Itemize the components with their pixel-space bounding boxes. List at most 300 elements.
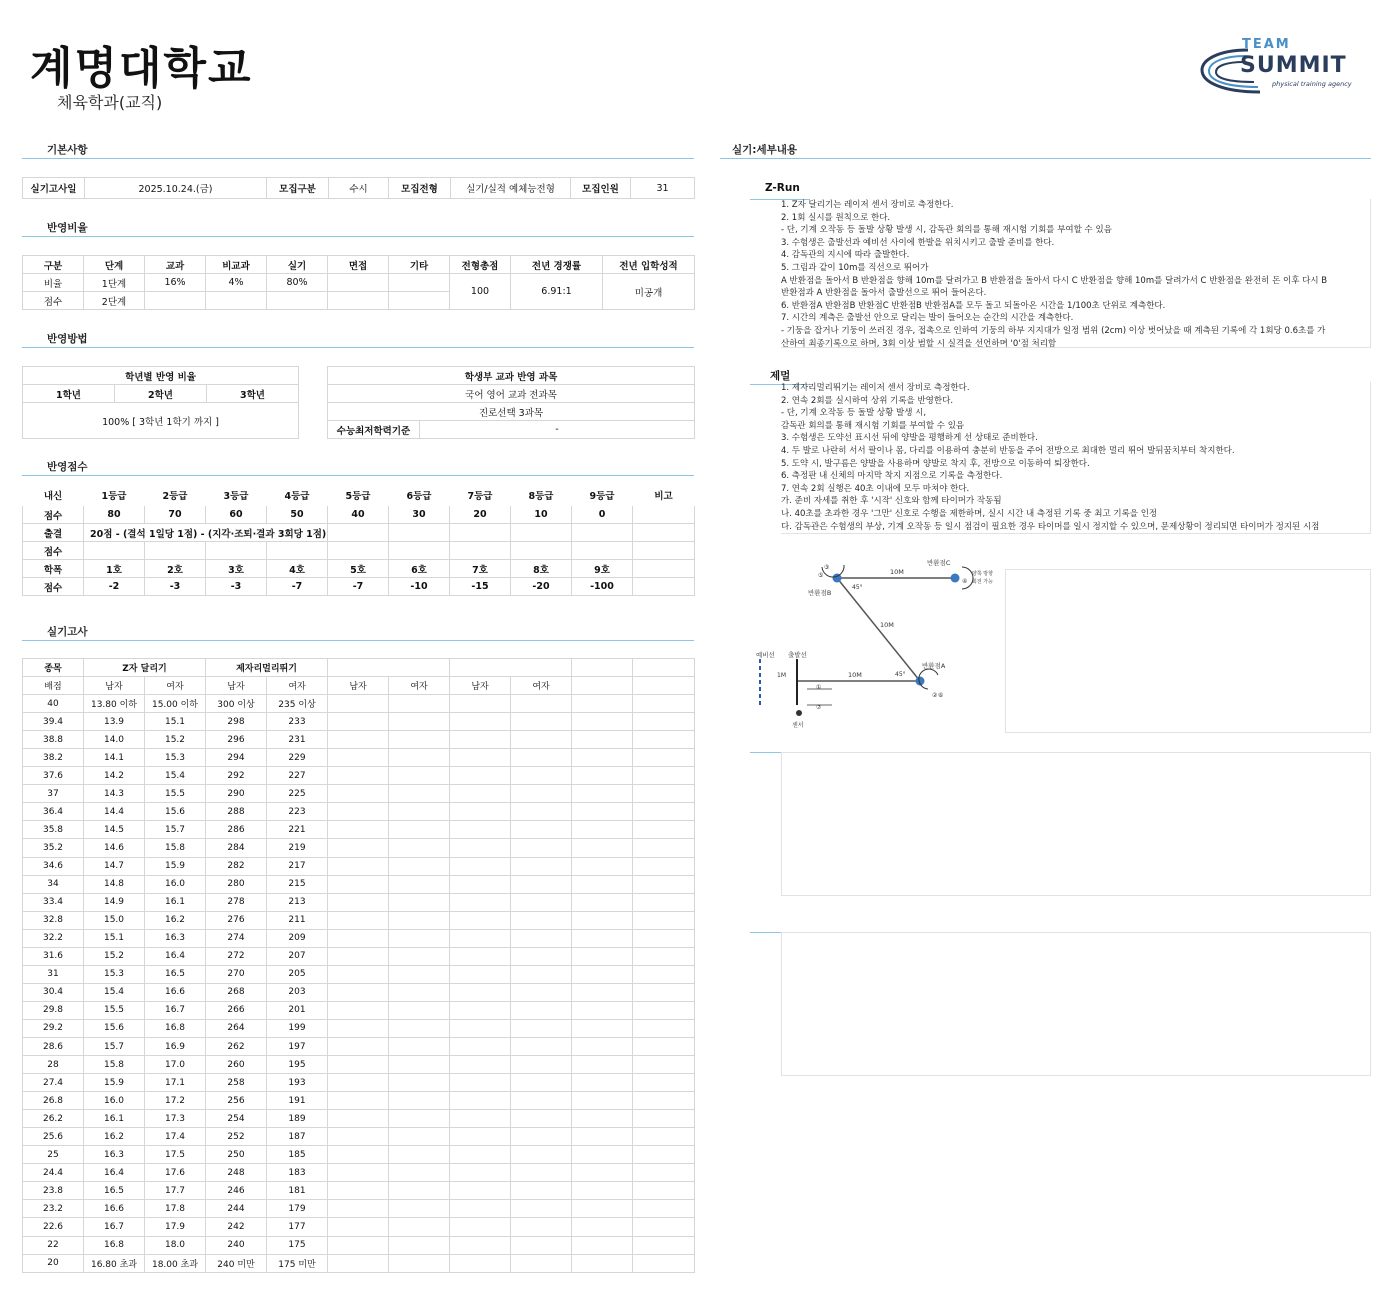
diagram-n4: ④ xyxy=(962,578,968,585)
exam-cell: 254 xyxy=(206,1110,267,1128)
exam-score-rows xyxy=(23,695,695,1273)
exam-cell: 13.9 xyxy=(84,713,145,731)
exam-cell: 16.8 xyxy=(84,1236,145,1254)
exam-cell: 199 xyxy=(267,1019,328,1037)
exam-cell: 34 xyxy=(23,875,84,893)
exam-row xyxy=(23,1074,695,1092)
section-ratio-rule xyxy=(22,236,694,237)
team-summit-logo xyxy=(1200,36,1382,98)
ratio-h8: 전년 경쟁률 xyxy=(511,256,603,274)
zrun-lines xyxy=(781,199,1370,350)
exam-cell: 22 xyxy=(23,1236,84,1254)
score-h6: 6등급 xyxy=(389,484,450,506)
exam-cell: 38.2 xyxy=(23,749,84,767)
exam-cell: 20 xyxy=(23,1254,84,1272)
violence-h2: 2호 xyxy=(145,560,206,578)
exam-cell: 25.6 xyxy=(23,1128,84,1146)
jump-line: 감독관 회의를 통해 재시험 기회를 부여할 수 있음 xyxy=(781,420,965,431)
exam-row xyxy=(23,1110,695,1128)
exam-cell: 235 이상 xyxy=(267,695,328,713)
exam-cell: 24.4 xyxy=(23,1164,84,1182)
violence-s1: -2 xyxy=(84,578,145,596)
exam-cell: 30.4 xyxy=(23,983,84,1001)
exam-row xyxy=(23,785,695,803)
exam-cell: 17.8 xyxy=(145,1200,206,1218)
exam-cell: 15.1 xyxy=(145,713,206,731)
diagram-n1: ① xyxy=(816,684,822,691)
ratio-r1-c1: 1단계 xyxy=(84,274,145,292)
exam-cell: 15.3 xyxy=(145,749,206,767)
exam-cell: 193 xyxy=(267,1074,328,1092)
exam-cell: 17.3 xyxy=(145,1110,206,1128)
jump-line: 가. 준비 자세를 취한 후 '시작' 신호와 함께 타이머가 작동됨 xyxy=(781,496,1002,507)
zrun-diagram xyxy=(752,555,1012,735)
exam-cell: 177 xyxy=(267,1218,328,1236)
exam-cell: 25 xyxy=(23,1146,84,1164)
subject-table xyxy=(327,366,695,439)
logo-line2: SUMMIT xyxy=(1240,53,1347,78)
ratio-r1-c0: 비율 xyxy=(23,274,84,292)
section-score-rule xyxy=(22,475,694,476)
exam-cell: 37 xyxy=(23,785,84,803)
exam-cell: 290 xyxy=(206,785,267,803)
zrun-line: 반환점과 A 반환점을 돌아서 출발선으로 뛰어 들어온다. xyxy=(781,288,987,299)
score-h2: 2등급 xyxy=(145,484,206,506)
exam-cell: 14.1 xyxy=(84,749,145,767)
ratio-r2-c3 xyxy=(206,292,267,310)
exam-cell: 16.7 xyxy=(84,1218,145,1236)
exam-cell: 300 이상 xyxy=(206,695,267,713)
exam-row xyxy=(23,1001,695,1019)
ratio-r2-c5 xyxy=(328,292,389,310)
exam-cell: 266 xyxy=(206,1001,267,1019)
jump-line: 1. 제자리멀리뛰기는 레이저 센서 장비로 측정한다. xyxy=(781,383,970,393)
ratio-h0: 구분 xyxy=(23,256,84,274)
exam-e4-female: 여자 xyxy=(511,677,572,695)
diagram-n6: ⑥ xyxy=(938,692,944,699)
exam-cell: 219 xyxy=(267,839,328,857)
section-detail-rule xyxy=(720,158,1371,159)
exam-cell: 15.5 xyxy=(145,785,206,803)
exam-row xyxy=(23,1056,695,1074)
exam-row xyxy=(23,965,695,983)
violence-s9: -100 xyxy=(572,578,633,596)
exam-cell: 203 xyxy=(267,983,328,1001)
exam-cell: 17.0 xyxy=(145,1056,206,1074)
exam-cell: 270 xyxy=(206,965,267,983)
exam-cell: 28 xyxy=(23,1056,84,1074)
ratio-competition: 6.91:1 xyxy=(511,274,603,310)
ratio-r2-c1: 2단계 xyxy=(84,292,145,310)
ratio-r1-c5 xyxy=(328,274,389,292)
exam-cell: 17.7 xyxy=(145,1182,206,1200)
jump-title: 제멀 xyxy=(770,370,791,382)
exam-e4-male: 남자 xyxy=(450,677,511,695)
logo-line1: TEAM xyxy=(1242,37,1291,52)
score-h9: 9등급 xyxy=(572,484,633,506)
exam-cell: 189 xyxy=(267,1110,328,1128)
label-recruit-type: 모집구분 xyxy=(267,178,329,199)
exam-cell: 23.2 xyxy=(23,1200,84,1218)
exam-cell: 36.4 xyxy=(23,803,84,821)
diagram-c-note2: 회전 가능 xyxy=(972,579,993,585)
exam-cell: 282 xyxy=(206,857,267,875)
exam-cell: 14.7 xyxy=(84,857,145,875)
ratio-h9: 전년 입학성적 xyxy=(603,256,695,274)
score-h3: 3등급 xyxy=(206,484,267,506)
score-p5: 40 xyxy=(328,506,389,524)
score-h7: 7등급 xyxy=(450,484,511,506)
exam-cell: 14.4 xyxy=(84,803,145,821)
exam-cell: 16.5 xyxy=(84,1182,145,1200)
diagram-side-box xyxy=(1005,569,1371,733)
exam-cell: 272 xyxy=(206,947,267,965)
diagram-b-label: 반환점B xyxy=(808,589,832,597)
exam-cell: 16.1 xyxy=(145,893,206,911)
exam-cell: 233 xyxy=(267,713,328,731)
exam-date: 2025.10.24.(금) xyxy=(85,178,267,199)
ratio-h4: 실기 xyxy=(267,256,328,274)
diagram-n7: ⑦ xyxy=(816,704,822,711)
exam-cell: 213 xyxy=(267,893,328,911)
exam-row xyxy=(23,731,695,749)
section-detail-title: 실기:세부내용 xyxy=(732,144,798,156)
exam-cell: 262 xyxy=(206,1037,267,1055)
exam-cell: 15.6 xyxy=(84,1019,145,1037)
exam-e2-male: 남자 xyxy=(206,677,267,695)
exam-row xyxy=(23,1037,695,1055)
exam-cell: 26.8 xyxy=(23,1092,84,1110)
exam-cell: 14.6 xyxy=(84,839,145,857)
attend-label: 출결 xyxy=(23,524,84,542)
exam-cell: 16.0 xyxy=(145,875,206,893)
exam-cell: 223 xyxy=(267,803,328,821)
exam-cell: 15.6 xyxy=(145,803,206,821)
turn-c-icon xyxy=(951,574,960,583)
grade-2: 2학년 xyxy=(115,385,207,403)
section-score-title: 반영점수 xyxy=(47,461,88,473)
exam-cell: 207 xyxy=(267,947,328,965)
score-p1: 80 xyxy=(84,506,145,524)
exam-cell: 29.2 xyxy=(23,1019,84,1037)
exam-cell: 17.2 xyxy=(145,1092,206,1110)
exam-cell: 35.2 xyxy=(23,839,84,857)
recruit-type: 수시 xyxy=(329,178,389,199)
exam-cell: 185 xyxy=(267,1146,328,1164)
ratio-h5: 면접 xyxy=(328,256,389,274)
exam-cell: 15.00 이하 xyxy=(145,695,206,713)
exam-e1-female: 여자 xyxy=(145,677,206,695)
exam-cell: 14.8 xyxy=(84,875,145,893)
score-h1: 1등급 xyxy=(84,484,145,506)
exam-score-table xyxy=(22,658,695,1273)
exam-cell: 294 xyxy=(206,749,267,767)
exam-cell: 27.4 xyxy=(23,1074,84,1092)
exam-cell: 16.2 xyxy=(145,911,206,929)
exam-cell: 15.0 xyxy=(84,911,145,929)
violence-s6: -10 xyxy=(389,578,450,596)
diagram-n2: ② xyxy=(932,692,938,699)
exam-cell: 286 xyxy=(206,821,267,839)
exam-cell: 34.6 xyxy=(23,857,84,875)
exam-cell: 274 xyxy=(206,929,267,947)
exam-cell: 16.3 xyxy=(145,929,206,947)
label-recruit-count: 모집인원 xyxy=(571,178,631,199)
zrun-line: A 반환점을 돌아서 B 반환점을 향해 10m를 달려가고 B 반환점을 돌아서 다시 C 반환점을 향해 10m를 달려가서 C 반환점을 완전히 돈 이후 다시 B xyxy=(781,275,1328,286)
violence-h6: 6호 xyxy=(389,560,450,578)
ratio-r1-c6 xyxy=(389,274,450,292)
label-recruit-track: 모집전형 xyxy=(389,178,451,199)
violence-score-label: 점수 xyxy=(23,578,84,596)
exam-row xyxy=(23,821,695,839)
exam-cell: 35.8 xyxy=(23,821,84,839)
score-p3: 60 xyxy=(206,506,267,524)
exam-e3-male: 남자 xyxy=(328,677,389,695)
score-p9: 0 xyxy=(572,506,633,524)
diagram-c-note1: 양쪽 방향 xyxy=(972,571,993,577)
exam-cell: 15.3 xyxy=(84,965,145,983)
score-h10: 비고 xyxy=(633,484,695,506)
section-basic-rule xyxy=(22,158,694,159)
violence-h3: 3호 xyxy=(206,560,267,578)
exam-cell: 278 xyxy=(206,893,267,911)
exam-cell: 225 xyxy=(267,785,328,803)
empty-box-2 xyxy=(781,932,1371,1076)
section-exam-title: 실기고사 xyxy=(47,626,88,638)
exam-cell: 296 xyxy=(206,731,267,749)
violence-s4: -7 xyxy=(267,578,328,596)
exam-row xyxy=(23,1019,695,1037)
exam-cell: 28.6 xyxy=(23,1037,84,1055)
zrun-line: 1. Z자 달리기는 레이저 센서 장비로 측정한다. xyxy=(781,200,954,210)
ratio-h2: 교과 xyxy=(145,256,206,274)
exam-cell: 209 xyxy=(267,929,328,947)
violence-h4: 4호 xyxy=(267,560,328,578)
exam-cell: 183 xyxy=(267,1164,328,1182)
violence-h1: 1호 xyxy=(84,560,145,578)
exam-row xyxy=(23,767,695,785)
exam-cell: 17.5 xyxy=(145,1146,206,1164)
exam-cell: 15.8 xyxy=(145,839,206,857)
exam-cell: 14.3 xyxy=(84,785,145,803)
exam-cell: 195 xyxy=(267,1056,328,1074)
exam-cell: 260 xyxy=(206,1056,267,1074)
violence-s2: -3 xyxy=(145,578,206,596)
exam-cell: 31.6 xyxy=(23,947,84,965)
exam-cell: 16.2 xyxy=(84,1128,145,1146)
exam-row xyxy=(23,983,695,1001)
ratio-h3: 비교과 xyxy=(206,256,267,274)
logo-line3: physical training agency xyxy=(1272,80,1352,88)
score-p2: 70 xyxy=(145,506,206,524)
exam-event2: 제자리멀리뛰기 xyxy=(206,659,328,677)
violence-s8: -20 xyxy=(511,578,572,596)
jump-line: 3. 수험생은 도약선 표시선 뒤에 양발을 평행하게 선 상태로 준비한다. xyxy=(781,433,1038,444)
grade-ratio-title: 학년별 반영 비율 xyxy=(23,367,299,385)
score-h0: 내신 xyxy=(23,484,84,506)
score-p0: 점수 xyxy=(23,506,84,524)
exam-cell: 284 xyxy=(206,839,267,857)
grade-1: 1학년 xyxy=(23,385,115,403)
jump-line: - 단, 기계 오작동 등 돌발 상황 발생 시, xyxy=(781,408,927,419)
zrun-title: Z-Run xyxy=(765,182,800,194)
exam-row xyxy=(23,1236,695,1254)
exam-cell: 175 xyxy=(267,1236,328,1254)
exam-cell: 205 xyxy=(267,965,328,983)
zrun-line: 산하여 최종기록으로 하며, 3회 이상 범할 시 실격을 선언하며 '0'점 처리함 xyxy=(781,338,1057,349)
exam-cell: 217 xyxy=(267,857,328,875)
violence-s7: -15 xyxy=(450,578,511,596)
recruit-count: 31 xyxy=(631,178,695,199)
ratio-r2-c0: 점수 xyxy=(23,292,84,310)
score-p6: 30 xyxy=(389,506,450,524)
ratio-r2-c2 xyxy=(145,292,206,310)
exam-cell: 16.8 xyxy=(145,1019,206,1037)
exam-cell: 15.9 xyxy=(145,857,206,875)
ratio-h1: 단계 xyxy=(84,256,145,274)
exam-cell: 37.6 xyxy=(23,767,84,785)
jump-line: 다. 감독관은 수험생의 부상, 기계 오작동 등 일시 점검이 필요한 경우 타이머를 일시 정지할 수 있으며, 문제상황이 정리되면 타이머가 정지된 시점 xyxy=(781,521,1320,532)
jump-detail-box xyxy=(781,382,1371,534)
attend-score-label: 점수 xyxy=(23,542,84,560)
diagram-seg-bottom: 10M xyxy=(848,671,862,679)
basic-info-table xyxy=(22,177,695,199)
exam-cell: 264 xyxy=(206,1019,267,1037)
exam-cell: 17.6 xyxy=(145,1164,206,1182)
exam-cell: 31 xyxy=(23,965,84,983)
exam-row xyxy=(23,1128,695,1146)
ratio-r2-c6 xyxy=(389,292,450,310)
exam-cell: 248 xyxy=(206,1164,267,1182)
section-method-rule xyxy=(22,347,694,348)
diagram-n3: ③ xyxy=(824,564,830,571)
exam-cell: 39.4 xyxy=(23,713,84,731)
diagram-n5: ⑤ xyxy=(818,572,824,579)
grade-3: 3학년 xyxy=(207,385,299,403)
exam-cell: 242 xyxy=(206,1218,267,1236)
exam-cell: 15.9 xyxy=(84,1074,145,1092)
exam-e3-female: 여자 xyxy=(389,677,450,695)
exam-cell: 16.7 xyxy=(145,1001,206,1019)
exam-row xyxy=(23,947,695,965)
diagram-sensor: 센서 xyxy=(792,722,804,729)
diagram-seg-top: 10M xyxy=(890,568,904,576)
exam-cell: 14.5 xyxy=(84,821,145,839)
exam-row xyxy=(23,1182,695,1200)
violence-label: 학폭 xyxy=(23,560,84,578)
score-h4: 4등급 xyxy=(267,484,328,506)
exam-e1-male: 남자 xyxy=(84,677,145,695)
zrun-line: 4. 감독관의 지시에 따라 출발한다. xyxy=(781,250,910,261)
exam-cell: 292 xyxy=(206,767,267,785)
exam-score-label: 배점 xyxy=(23,677,84,695)
exam-row xyxy=(23,929,695,947)
exam-cell: 15.1 xyxy=(84,929,145,947)
ratio-r1-c2: 16% xyxy=(145,274,206,292)
violence-h8: 8호 xyxy=(511,560,572,578)
exam-cell: 18.0 xyxy=(145,1236,206,1254)
section-ratio-title: 반영비율 xyxy=(47,222,88,234)
score-p4: 50 xyxy=(267,506,328,524)
exam-cell: 298 xyxy=(206,713,267,731)
diagram-a-label: 반환점A xyxy=(922,662,946,670)
exam-cell: 16.4 xyxy=(84,1164,145,1182)
exam-cell: 14.0 xyxy=(84,731,145,749)
exam-row xyxy=(23,857,695,875)
university-title: 계명대학교 xyxy=(30,43,253,94)
exam-cell: 38.8 xyxy=(23,731,84,749)
diagram-seg-diag: 10M xyxy=(880,621,894,629)
exam-cell: 16.80 초과 xyxy=(84,1254,145,1272)
ratio-r1-c4: 80% xyxy=(267,274,328,292)
exam-cell: 14.2 xyxy=(84,767,145,785)
exam-row xyxy=(23,803,695,821)
violence-h7: 7호 xyxy=(450,560,511,578)
exam-cell: 229 xyxy=(267,749,328,767)
exam-row xyxy=(23,713,695,731)
exam-cell: 15.4 xyxy=(145,767,206,785)
exam-cell: 17.9 xyxy=(145,1218,206,1236)
exam-event1: Z자 달리기 xyxy=(84,659,206,677)
zrun-line: 7. 시간의 계측은 출발선 안으로 달리는 발이 들어오는 순간의 시간을 계측한다. xyxy=(781,313,1074,324)
jump-line: 6. 측정판 내 신체의 마지막 착지 지점으로 기록을 측정한다. xyxy=(781,471,1003,482)
exam-row xyxy=(23,1218,695,1236)
jump-lines xyxy=(781,382,1370,533)
exam-row xyxy=(23,1254,695,1272)
exam-cell: 244 xyxy=(206,1200,267,1218)
violence-h9: 9호 xyxy=(572,560,633,578)
exam-cell: 276 xyxy=(206,911,267,929)
exam-cell: 258 xyxy=(206,1074,267,1092)
exam-row xyxy=(23,1146,695,1164)
exam-row xyxy=(23,1164,695,1182)
exam-cell: 15.7 xyxy=(145,821,206,839)
min-standard-value: - xyxy=(420,421,695,439)
ratio-total: 100 xyxy=(450,274,511,310)
exam-cell: 181 xyxy=(267,1182,328,1200)
exam-cell: 32.8 xyxy=(23,911,84,929)
section-basic-title: 기본사항 xyxy=(47,144,88,156)
min-standard-label: 수능최저학력기준 xyxy=(328,421,420,439)
exam-cell: 16.3 xyxy=(84,1146,145,1164)
exam-cell: 29.8 xyxy=(23,1001,84,1019)
exam-cell: 15.8 xyxy=(84,1056,145,1074)
zrun-line: 2. 1회 실시를 원칙으로 한다. xyxy=(781,212,891,223)
empty-box-1 xyxy=(781,752,1371,896)
diagram-c-label: 반환점C xyxy=(927,559,951,567)
attend-value: 20점 - (결석 1일당 1점) - (지각·조퇴·결과 3회당 1점) xyxy=(84,524,328,542)
diagram-1m: 1M xyxy=(777,672,786,679)
exam-cell: 256 xyxy=(206,1092,267,1110)
score-table xyxy=(22,483,695,596)
exam-row xyxy=(23,893,695,911)
ratio-r1-c3: 4% xyxy=(206,274,267,292)
exam-cell: 14.9 xyxy=(84,893,145,911)
exam-cell: 231 xyxy=(267,731,328,749)
zrun-line: 3. 수험생은 출발선과 예비선 사이에 한발을 위치시키고 출발 준비를 한다. xyxy=(781,237,1055,248)
ratio-r2-c4 xyxy=(267,292,328,310)
exam-cell: 16.9 xyxy=(145,1037,206,1055)
score-h8: 8등급 xyxy=(511,484,572,506)
subject-line1: 국어 영어 교과 전과목 xyxy=(328,385,695,403)
exam-cell: 246 xyxy=(206,1182,267,1200)
violence-s3: -3 xyxy=(206,578,267,596)
score-p7: 20 xyxy=(450,506,511,524)
exam-row xyxy=(23,1092,695,1110)
exam-cell: 197 xyxy=(267,1037,328,1055)
exam-cell: 26.2 xyxy=(23,1110,84,1128)
exam-cell: 288 xyxy=(206,803,267,821)
